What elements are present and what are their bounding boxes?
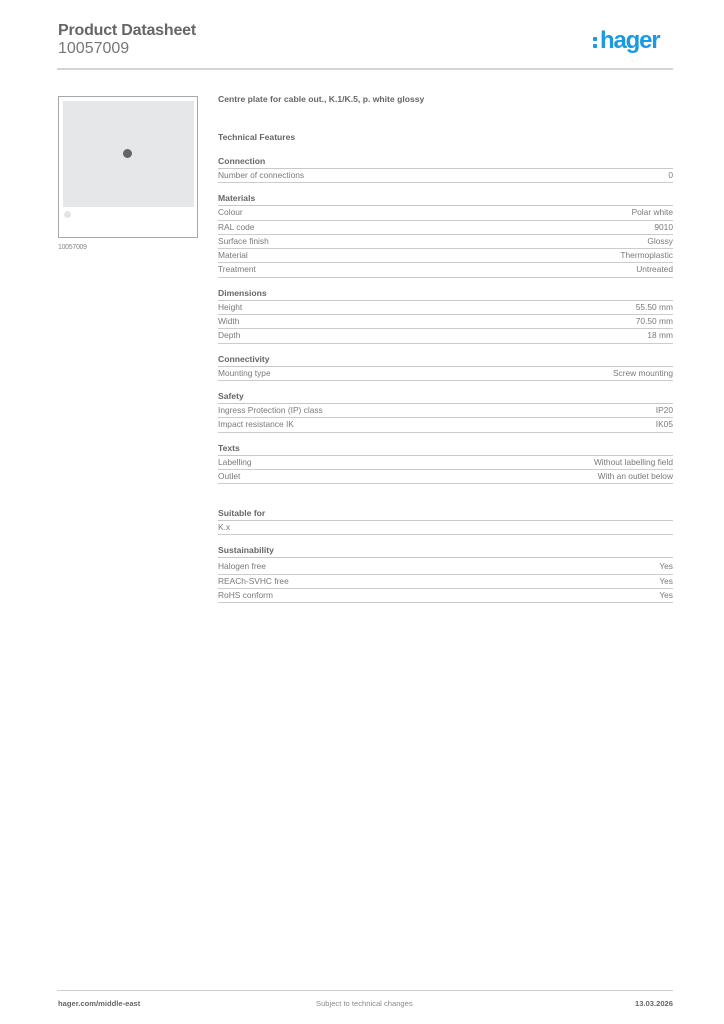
section-connection [218, 155, 673, 183]
table-row [218, 263, 673, 277]
row-value: With an outlet below [597, 470, 673, 481]
row-value: 18 mm [647, 330, 673, 341]
row-value: 70.50 mm [635, 316, 673, 327]
row-label: Treatment [218, 264, 256, 275]
table-row [218, 301, 673, 315]
colour-swatch-icon [64, 211, 71, 218]
row-label: Height [218, 301, 243, 312]
logo-text: hager [600, 27, 660, 54]
cable-outlet-hole [123, 149, 132, 158]
row-value: Thermoplastic [620, 250, 673, 261]
section-title: Connectivity [218, 353, 673, 367]
section-title: Safety [218, 390, 673, 404]
row-value: Yes [659, 575, 673, 586]
footer-website-link[interactable]: hager.com/middle-east [58, 999, 141, 1008]
table-row [218, 329, 673, 343]
table-row [218, 315, 673, 329]
row-label: Ingress Protection (IP) class [218, 404, 323, 415]
table-row [218, 560, 673, 574]
header-divider [57, 68, 673, 70]
table-row [218, 249, 673, 263]
table-row [218, 235, 673, 249]
row-value: 0 [668, 170, 673, 180]
section-title: Materials [218, 192, 673, 206]
row-label: RoHS conform [218, 590, 273, 601]
row-label: Mounting type [218, 367, 271, 378]
section-title: Connection [218, 155, 673, 169]
table-row [218, 418, 673, 432]
table-row [218, 367, 673, 381]
section-title: Suitable for [218, 507, 673, 521]
row-value: Yes [659, 590, 673, 601]
row-label: K.x [218, 522, 231, 533]
section-safety [218, 390, 673, 433]
product-number: 10057009 [58, 40, 130, 57]
row-label: Surface finish [218, 235, 269, 246]
row-label: Material [218, 250, 248, 261]
hager-logo [593, 28, 659, 54]
footer-divider [57, 990, 673, 991]
section-sustainability [218, 544, 673, 603]
table-row [218, 456, 673, 470]
row-value: Screw mounting [612, 367, 673, 378]
document-header [58, 22, 196, 58]
footer-notice: Subject to technical changes [316, 999, 413, 1008]
section-connectivity [218, 353, 673, 381]
row-value: 9010 [654, 221, 673, 232]
table-row [218, 221, 673, 235]
row-label: Impact resistance IK [218, 419, 294, 430]
row-label: RAL code [218, 221, 255, 232]
row-value: Without labelling field [593, 456, 673, 467]
table-row [218, 169, 673, 183]
row-value: 55.50 mm [635, 301, 673, 312]
document-footer [58, 998, 673, 1010]
table-row [218, 521, 673, 535]
logo-colon-icon [593, 35, 598, 49]
footer-date: 13.03.2026 [634, 999, 673, 1008]
row-value: Polar white [631, 207, 673, 218]
section-title: Texts [218, 442, 673, 456]
row-label: Width [218, 316, 240, 327]
product-image [58, 96, 198, 238]
image-caption: 10057009 [58, 244, 87, 251]
table-row [218, 589, 673, 603]
product-name: Centre plate for cable out., K.1/K.5, p. white glossy [218, 94, 425, 104]
row-value: Yes [659, 561, 673, 572]
section-title: Sustainability [218, 544, 673, 558]
table-row [218, 404, 673, 418]
row-label: Number of connections [218, 170, 305, 180]
row-value: IK05 [655, 419, 673, 430]
centre-plate-image [63, 101, 194, 207]
section-title: Dimensions [218, 287, 673, 301]
row-label: Depth [218, 330, 241, 341]
row-label: Halogen free [218, 561, 266, 572]
row-label: Labelling [218, 456, 252, 467]
row-value: Glossy [647, 235, 673, 246]
section-materials [218, 192, 673, 277]
section-dimensions [218, 287, 673, 344]
technical-content [218, 92, 673, 612]
document-title: Product Datasheet [58, 22, 196, 39]
row-label: Outlet [218, 470, 241, 481]
row-value: IP20 [655, 404, 673, 415]
table-row [218, 470, 673, 484]
row-label: Colour [218, 207, 243, 218]
technical-features-title: Technical Features [218, 132, 296, 142]
section-suitable-for [218, 507, 673, 535]
row-label: REACh-SVHC free [218, 575, 289, 586]
table-row [218, 575, 673, 589]
table-row [218, 206, 673, 220]
row-value: Untreated [636, 264, 673, 275]
section-texts [218, 442, 673, 485]
